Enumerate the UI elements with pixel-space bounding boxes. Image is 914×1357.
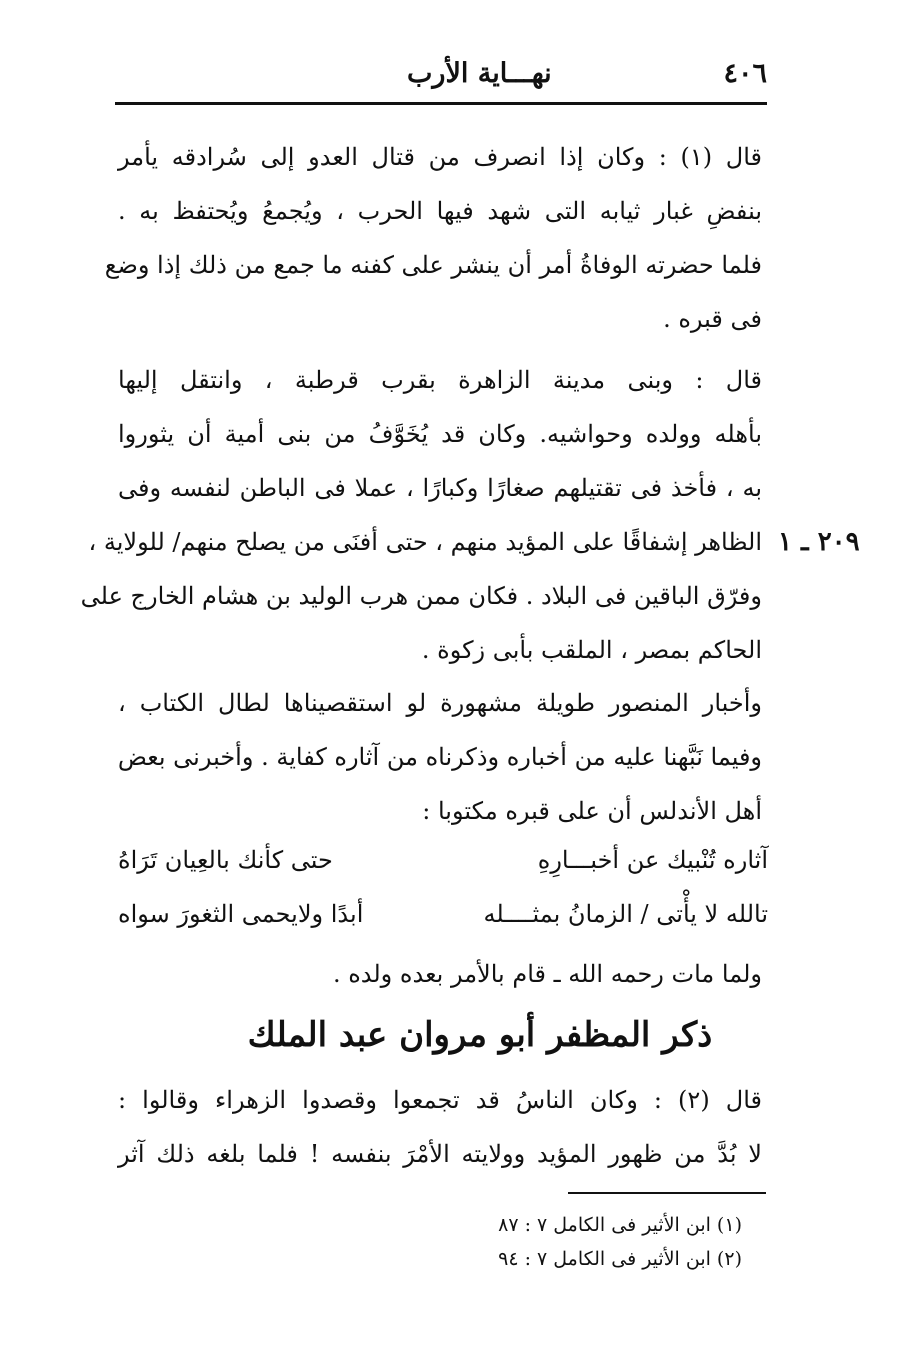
verse-block xyxy=(118,833,768,941)
text-line: قال (٢) : وكان الناسُ قد تجمعوا وقصدوا الزهراء وقالوا : xyxy=(118,1086,762,1114)
footnote: (٢) ابن الأثير فى الكامل ٧ : ٩٤ xyxy=(498,1248,742,1270)
verse-second-hemistich: حتى كأنك بالعِيان تَرَاهُ xyxy=(118,846,333,874)
text-line: لا بُدَّ من ظهور المؤيد وولايته الأمْرَ بنفسه ! فلما بلغه ذلك آثر xyxy=(118,1140,762,1168)
text-line: وفيما نَبَّهنا عليه من أخباره وذكرناه من آثاره كفاية . وأخبرنى بعض xyxy=(117,743,762,771)
header-rule xyxy=(115,102,767,105)
page-number: ٤٠٦ xyxy=(723,58,767,89)
text-line: قال (١) : وكان إذا انصرف من قتال العدو إلى سُرادقه يأمر xyxy=(118,143,763,171)
paragraph-3 xyxy=(118,676,762,838)
section-heading: ذكر المظفر أبو مروان عبد الملك xyxy=(247,1015,713,1055)
running-title: نهـــاية الأرب xyxy=(407,58,552,89)
text-line: فى قبره . xyxy=(663,305,762,333)
footnotes xyxy=(450,1208,742,1276)
text-line: الحاكم بمصر ، الملقب بأبى زكوة . xyxy=(421,636,762,664)
verse-first-hemistich: آثاره تُنْبيك عن أخبـــارِهِ xyxy=(537,846,768,874)
page-header xyxy=(117,58,767,104)
paragraph-2 xyxy=(80,353,762,677)
paragraph-4 xyxy=(118,1073,762,1181)
text-line: وفرّق الباقين فى البلاد . فكان ممن هرب الوليد بن هشام الخارج على xyxy=(80,582,762,610)
verse-first-hemistich: تالله لا يأْتى / الزمانُ بمثــــله xyxy=(483,900,768,928)
verse-second-hemistich: أبدًا ولايحمى الثغورَ سواه xyxy=(118,900,364,928)
text-line: أهل الأندلس أن على قبره مكتوبا : xyxy=(422,797,762,825)
text-line: ولما مات رحمه الله ـ قام بالأمر بعده ولده . xyxy=(332,960,762,988)
footnote-rule xyxy=(568,1192,766,1194)
verse-line xyxy=(118,833,768,887)
text-line: بأهله وولده وحواشيه. وكان قد يُخَوَّفُ من بنى أمية أن يثوروا xyxy=(118,420,762,448)
text-line: فلما حضرته الوفاةُ أمر أن ينشر على كفنه ما جمع من ذلك إذا وضع xyxy=(104,251,762,279)
after-verse-paragraph xyxy=(118,947,762,1001)
margin-folio-note: ٢٠٩ ـ ١ xyxy=(778,527,860,557)
verse-line xyxy=(118,887,768,941)
text-line: وأخبار المنصور طويلة مشهورة لو استقصيناها لطال الكتاب ، xyxy=(118,689,762,717)
text-line: الظاهر إشفاقًا على المؤيد منهم ، حتى أفنَى من يصلح منهم/ للولاية ، xyxy=(88,528,762,556)
text-line: قال : وبنى مدينة الزاهرة بقرب قرطبة ، وانتقل إليها xyxy=(118,366,762,394)
text-line: بنفضِ غبار ثيابه التى شهد فيها الحرب ، ويُجمعُ ويُحتفظ به . xyxy=(118,197,762,225)
paragraph-1 xyxy=(104,130,763,346)
text-line: به ، فأخذ فى تقتيلهم صغارًا وكبارًا ، عملا فى الباطن لنفسه وفى xyxy=(118,474,762,502)
footnote: (١) ابن الأثير فى الكامل ٧ : ٨٧ xyxy=(498,1214,742,1236)
